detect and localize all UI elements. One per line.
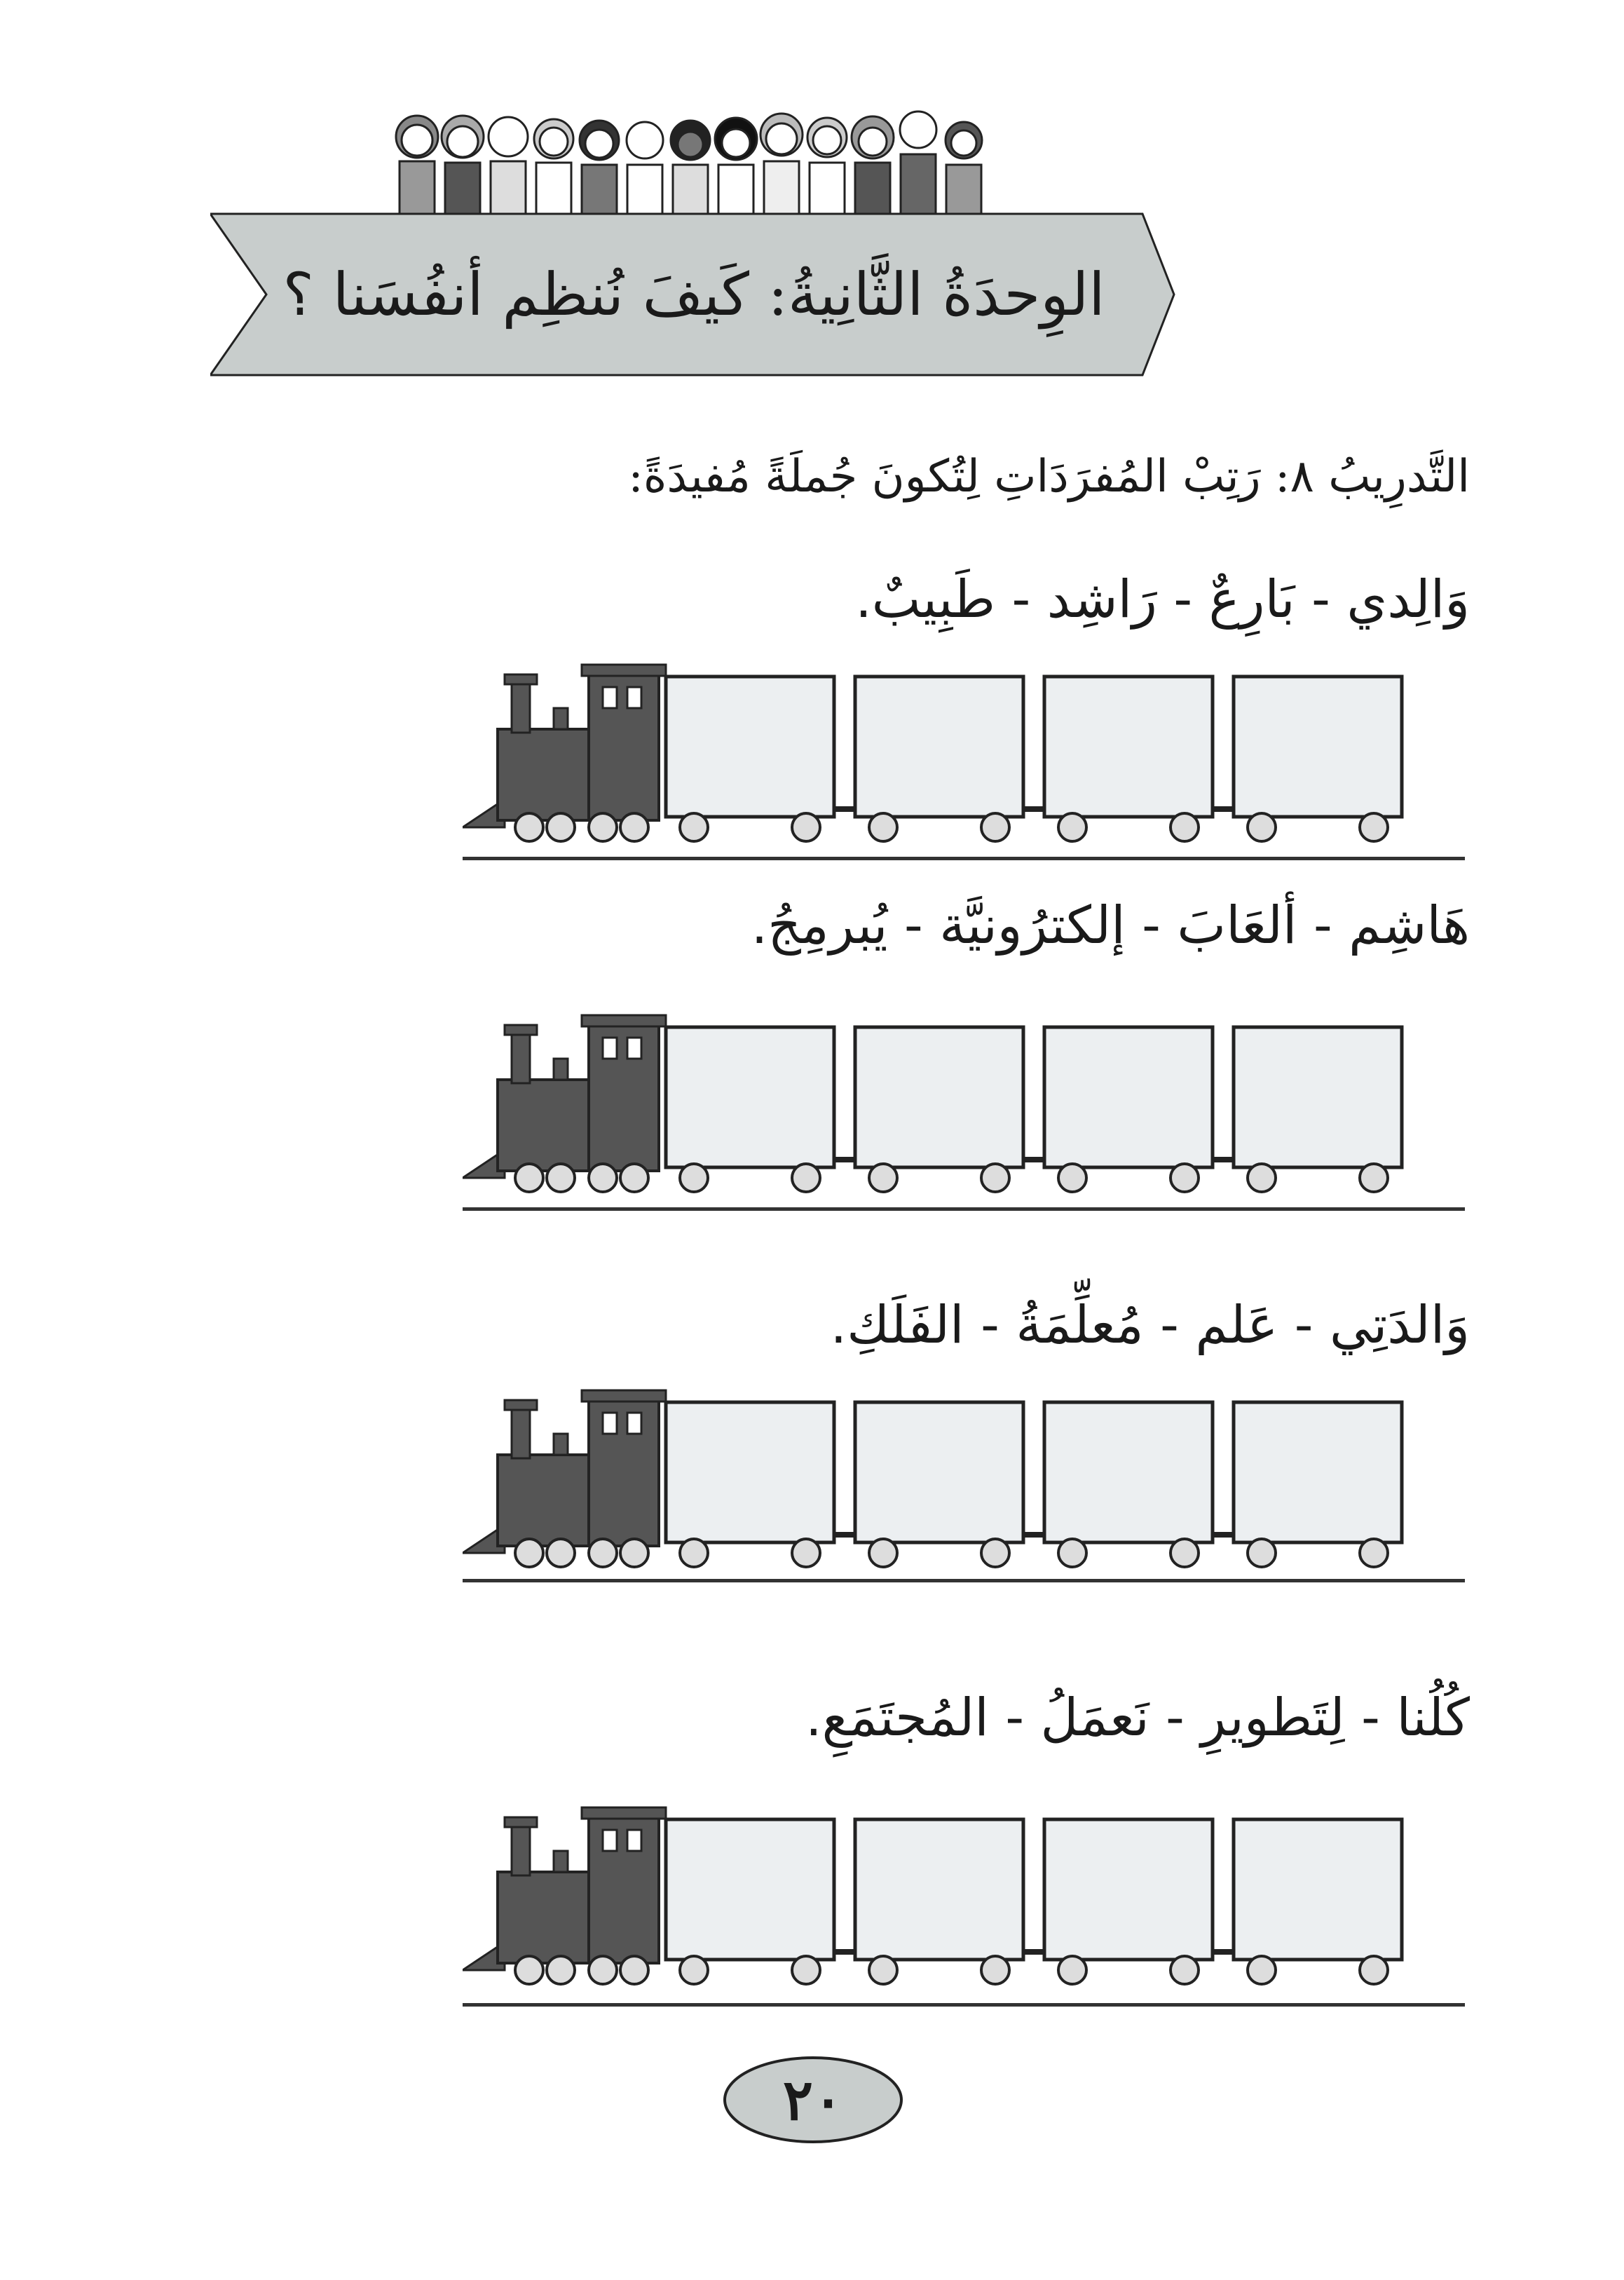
unit-title: الوِحدَةُ الثَّانِيةُ: كَيفَ نُنظِم أنفُسَنا ؟ — [282, 260, 1105, 329]
answer-line — [463, 857, 1465, 860]
word-list: وَالِدي - بَارِعٌ - رَاشِد - طَبِيبٌ. — [855, 569, 1470, 630]
train-row — [463, 659, 1472, 848]
word-list: كُلُنا - لِتَطويرِ - نَعمَلُ - المُجتَمَعِ. — [805, 1688, 1470, 1748]
word-list: هَاشِم - ألعَابَ - إلكترُونيَّة - يُبرمِجُ. — [751, 895, 1470, 956]
page-number: ٢٠ — [783, 2067, 843, 2133]
train-row — [463, 1385, 1472, 1574]
word-list: وَالدَتِي - عَلم - مُعلِّمَةُ - الفَلَكِ. — [830, 1295, 1470, 1355]
answer-line — [463, 1579, 1465, 1582]
exercise-instruction: التَّدرِيبُ ٨: رَتِبْ المُفرَدَاتِ لِتُكونَ جُملَةً مُفيدَةً: — [628, 451, 1470, 503]
children-illustration — [378, 98, 995, 224]
answer-line — [463, 1207, 1465, 1211]
train-row — [463, 1802, 1472, 1991]
train-row — [463, 1010, 1472, 1199]
answer-line — [463, 2003, 1465, 2007]
